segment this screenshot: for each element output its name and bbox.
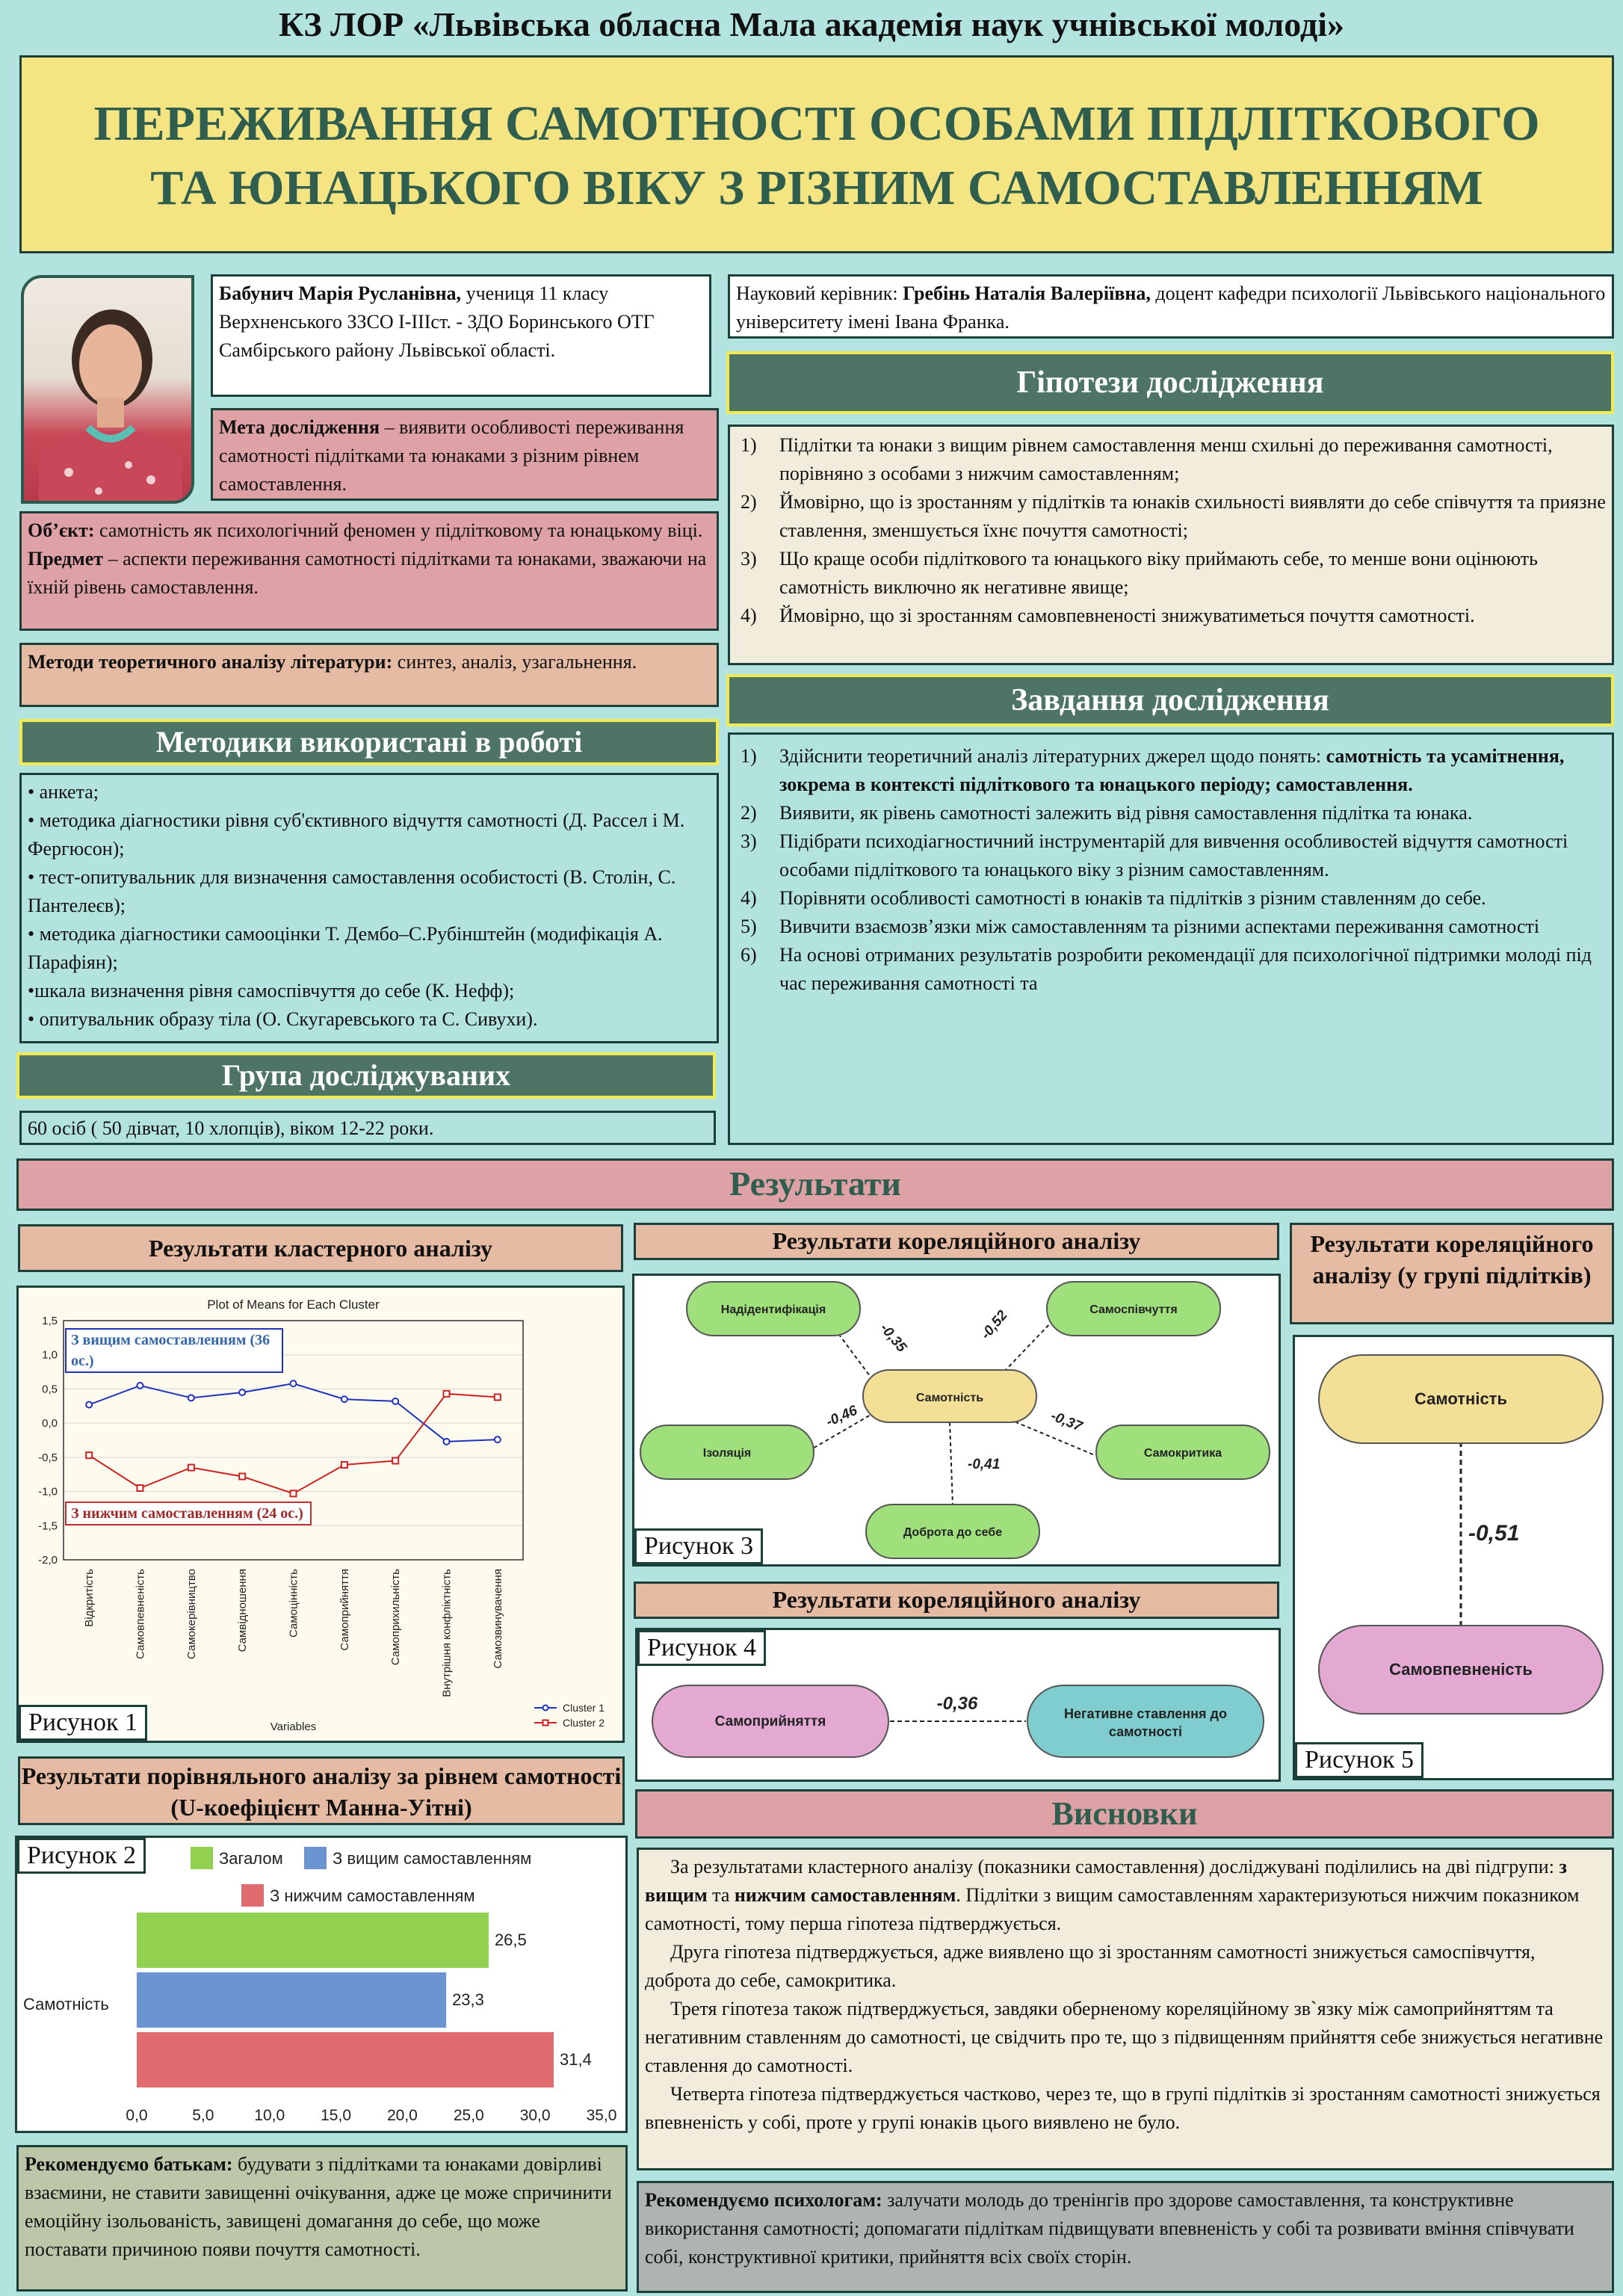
author-photo [21, 275, 194, 504]
x-tick-label: 30,0 [519, 2107, 551, 2124]
y-tick-label: -1,0 [38, 1485, 58, 1499]
corr5-title: Результати кореляційного аналізу (у групі підлітків) [1290, 1223, 1614, 1324]
corr3-node-label: Доброта до себе [903, 1526, 1003, 1539]
x-tick-label: Самоприйняття [338, 1569, 351, 1651]
author-box [211, 274, 711, 397]
data-point [495, 1394, 501, 1400]
corr3-coef: -0,52 [977, 1307, 1011, 1343]
corr4-right-label: Негативне ставлення до [1064, 1706, 1227, 1721]
compare-title: Результати порівняльного аналізу за рівнем самотності (U-коефіцієнт Манна-Уітні) [18, 1756, 625, 1825]
x-tick-label: 35,0 [586, 2107, 617, 2124]
data-point [392, 1457, 398, 1463]
corr3-coef: -0,37 [1048, 1408, 1085, 1435]
legend-label: З вищим самоставленням [333, 1849, 532, 1868]
data-point [86, 1401, 92, 1407]
category-label: Самотність [23, 1995, 109, 2013]
x-tick-label: 0,0 [126, 2107, 148, 2124]
x-axis-label: Variables [270, 1721, 317, 1733]
conclusion-4: Четверта гіпотеза підтверджується частково, через те, що в групі підлітків зі зростанням самотності знижується впевненість у собі, проте у групі юнаків цього виявлено не було. [645, 2083, 1601, 2133]
corr5-top-label: Самотність [1415, 1389, 1507, 1408]
data-point [291, 1490, 297, 1496]
rec-psych-text: залучати молодь до тренінгів про здорове самоставлення, та конструктивне використання самотності; допомагати підліткам підвищувати впевненість у собі та розвивати вміння співчувати собі, конструктивної критики, прийняття всіх своїх сторін. [645, 2189, 1574, 2268]
conclusions-title: Висновки [635, 1789, 1614, 1839]
corr3-node-label: Надідентифікація [720, 1303, 826, 1316]
task-item: 4) Порівняти особливості самотності в юнаків та підлітків з різним ставленням до себе. [741, 887, 1486, 909]
corr5-diagram [1295, 1337, 1612, 1778]
data-point [444, 1439, 450, 1445]
methods-theory-text: синтез, аналіз, узагальнення. [392, 651, 637, 673]
corr5-coef: -0,51 [1468, 1521, 1520, 1546]
cluster-annot-high: З вищим самоставленням (36 ос.) [65, 1328, 283, 1373]
figure-1-label: Рисунок 1 [19, 1705, 147, 1741]
legend-swatch [241, 1884, 264, 1907]
x-tick-label: Самозвинувачення [491, 1569, 504, 1669]
y-tick-label: 1,5 [42, 1315, 58, 1327]
x-tick-label: 25,0 [453, 2107, 484, 2124]
institution-title: КЗ ЛОР «Львівська обласна Мала академія наук учнівської молоді» [278, 5, 1345, 43]
corr3-title: Результати кореляційного аналізу [634, 1223, 1279, 1260]
rec-psych-box [637, 2181, 1614, 2293]
methods-theory-box [19, 643, 719, 707]
x-tick-label: Самоцінність [287, 1569, 300, 1638]
figure-4-label: Рисунок 4 [637, 1630, 766, 1666]
subject-label: Предмет [28, 548, 104, 570]
goal-text: – виявити особливості переживання самотності підлітками та юнаками з різним рівнем самоставлення. [219, 416, 684, 495]
y-tick-label: -0,5 [38, 1451, 58, 1464]
goal-box [211, 408, 719, 501]
methods-title: Методики використані в роботі [19, 719, 719, 765]
methods-theory-label: Методи теоретичного аналізу літератури: [28, 651, 393, 673]
author-details: учениця 11 класу Верхненського ЗЗСО І-ІІІст. - ЗДО Боринського ОТГ Самбірського району Львівської області. [219, 283, 655, 361]
data-point [188, 1395, 194, 1401]
corr3-diagram [634, 1276, 1279, 1564]
data-point [341, 1462, 347, 1468]
y-tick-label: -2,0 [38, 1554, 58, 1567]
task-item: 1) Здійснити теоретичний аналіз літературних джерел щодо понять: самотність та усамітнення, зокрема в контексті підліткового та юнацького періоду; самоставлення. [741, 745, 1565, 795]
object-label: Об’єкт: [28, 519, 95, 541]
cluster-chart-panel [16, 1286, 625, 1743]
bar [137, 1913, 489, 1968]
corr5-bottom-label: Самовпевненість [1389, 1660, 1533, 1679]
x-tick-label: 10,0 [254, 2107, 285, 2124]
hypothesis-item: 1) Підлітки та юнаки з вищим рівнем самоставлення менш схильні до переживання самотності, порівняно з особами з нижчим самоставленням; [741, 434, 1553, 484]
compare-chart [17, 1838, 625, 2131]
figure-2-label: Рисунок 2 [17, 1838, 146, 1874]
legend-marker [543, 1706, 548, 1711]
corr3-panel [632, 1274, 1281, 1567]
bar [137, 1972, 446, 2028]
corr3-node-label: Ізоляція [702, 1447, 752, 1460]
data-point [188, 1465, 194, 1471]
task-item: 6) На основі отриманих результатів розробити рекомендації для психологічної підтримки молоді під час переживання самотності та [741, 944, 1592, 994]
data-point [239, 1389, 245, 1395]
rec-parents-label: Рекомендуємо батькам: [25, 2153, 233, 2175]
x-tick-label: 20,0 [386, 2107, 418, 2124]
corr3-node-label: Самокритика [1143, 1447, 1222, 1460]
legend-label: З нижчим самоставленням [270, 1886, 475, 1905]
methods-item: • методика діагностики рівня суб'єктивного відчуття самотності (Д. Рассел і М. Фергюсон); [28, 809, 685, 860]
poster-title-line1: ПЕРЕЖИВАННЯ САМОТНОСТІ ОСОБАМИ ПІДЛІТКОВОГО [93, 96, 1540, 151]
group-title: Група досліджуваних [16, 1052, 716, 1099]
legend-label: Cluster 2 [563, 1717, 605, 1729]
conclusion-2: Друга гіпотеза підтверджується, адже виявлено що зі зростанням самотності знижується самоспівчуття, доброта до себе, самокритика. [645, 1941, 1536, 1991]
bar [137, 2032, 554, 2087]
supervisor-name: Гребінь Наталія Валеріївна, [903, 283, 1151, 304]
data-label: 31,4 [560, 2050, 592, 2069]
supervisor-box [728, 274, 1614, 339]
supervisor-details: доцент кафедри психології Львівського національного університету імені Івана Франка. [736, 283, 1606, 333]
x-tick-label: Самовпевненість [134, 1569, 147, 1659]
corr4-coef: -0,36 [936, 1694, 978, 1714]
author-name: Бабунич Марія Русланівна, [219, 283, 462, 304]
methods-item: • тест-опитувальник для визначення самоставлення особистості (В. Столін, С. Пантелеєв); [28, 866, 676, 916]
corr3-center-label: Самотність [915, 1392, 984, 1404]
subject-text: – аспекти переживання самотності підлітками та юнаками, зважаючи на їхній рівень самоставлення. [28, 548, 707, 598]
corr3-coef: -0,41 [968, 1457, 1001, 1472]
tasks-list [728, 732, 1614, 1145]
hypotheses-title: Гіпотези дослідження [726, 351, 1614, 414]
methods-item: • методика діагностики самооцінки Т. Дембо–С.Рубінштейн (модифікація А. Парафіян); [28, 923, 663, 973]
data-label: 23,3 [452, 1990, 484, 2009]
y-tick-label: 0,5 [42, 1383, 58, 1396]
x-tick-label: Самвідношення [236, 1569, 250, 1652]
tasks-title: Завдання дослідження [726, 674, 1614, 726]
object-subject-box [19, 511, 719, 631]
corr4-left-label: Самоприйняття [714, 1714, 826, 1729]
data-point [341, 1396, 347, 1402]
data-point [86, 1452, 92, 1458]
supervisor-prefix: Науковий керівник: [736, 283, 903, 304]
data-label: 26,5 [494, 1931, 527, 1949]
chart-title: Plot of Means for Each Cluster [207, 1297, 380, 1312]
series-line [89, 1383, 498, 1442]
legend-swatch [191, 1847, 213, 1869]
data-point [495, 1436, 501, 1442]
legend-label: Cluster 1 [563, 1702, 605, 1714]
task-item: 5) Вивчити взаємозв’язки між самоставленням та різними аспектами переживання самотності [741, 916, 1540, 937]
methods-item: • анкета; [28, 781, 99, 803]
poster-title-box [19, 55, 1614, 253]
x-tick-label: Самокерівництво [185, 1569, 198, 1659]
data-point [239, 1473, 245, 1479]
x-tick-label: Внутрішня конфліктність [440, 1569, 454, 1697]
y-tick-label: -1,5 [38, 1519, 58, 1533]
corr5-panel [1293, 1335, 1614, 1780]
y-tick-label: 1,0 [42, 1348, 58, 1362]
series-line [89, 1394, 498, 1493]
x-tick-label: Відкритість [83, 1569, 96, 1627]
methods-item: •шкала визначення рівня самоспівчуття до себе (К. Нефф); [28, 980, 515, 1002]
poster-title-line2: ТА ЮНАЦЬКОГО ВІКУ З РІЗНИМ САМОСТАВЛЕННЯМ [150, 161, 1483, 215]
legend-marker [543, 1721, 548, 1726]
goal-label: Мета дослідження [219, 416, 380, 438]
conclusion-3: Третя гіпотеза також підтверджується, завдяки оберненому кореляційному зв`язку між самоприйняттям та негативним ставленням до самотності, це свідчить про те, що з підвищенням прийняття себе знижується негативне ставлення до самотності. [645, 1998, 1604, 2076]
methods-item: • опитувальник образу тіла (О. Скугаревського та С. Сивухи). [28, 1008, 538, 1030]
task-item: 2) Виявити, як рівень самотності залежить від рівня самоставлення підлітка та юнака. [741, 802, 1473, 824]
cluster-title: Результати кластерного аналізу [18, 1224, 623, 1272]
rec-parents-text: будувати з підлітками та юнаками довірливі взаємини, не ставити завищенні очікування, адже це може спричинити емоційну ізольованість, завищені домагання до себе, що може поставати причиною появи почуття самотності. [25, 2153, 612, 2260]
legend-label: Загалом [219, 1849, 283, 1868]
corr3-coef: -0,46 [823, 1402, 860, 1431]
corr4-right-label: самотності [1108, 1724, 1183, 1739]
x-tick-label: 15,0 [321, 2107, 352, 2124]
data-point [137, 1383, 143, 1389]
cluster-annot-low: З нижчим самоставленням (24 ос.) [65, 1502, 312, 1525]
hypothesis-item: 4) Ймовірно, що зі зростанням самовпевненості знижуватиметься почуття самотності. [741, 605, 1475, 626]
y-tick-label: 0,0 [42, 1417, 58, 1431]
data-point [444, 1391, 450, 1397]
legend-swatch [304, 1847, 327, 1869]
rec-parents-box [16, 2145, 628, 2292]
compare-chart-panel [15, 1836, 628, 2133]
hypotheses-list [728, 425, 1614, 665]
object-text: самотність як психологічний феномен у підлітковому та юнацькому віці. [94, 519, 703, 541]
x-tick-label: Самоприхильність [389, 1569, 403, 1666]
rec-psych-label: Рекомендуємо психологам: [645, 2189, 882, 2211]
figure-3-label: Рисунок 3 [634, 1528, 763, 1564]
data-point [291, 1380, 297, 1386]
corr4-title: Результати кореляційного аналізу [634, 1581, 1279, 1619]
hypothesis-item: 3) Що краще особи підліткового та юнацького віку приймають себе, то менше вони оцінюють самотність виключно як негативне явище; [741, 548, 1538, 598]
hypothesis-item: 2) Ймовірно, що із зростанням у підлітків та юнаків схильності виявляти до себе співчуття та приязне ставлення, зменшується їхнє почуття самотності; [741, 491, 1606, 541]
data-point [137, 1485, 143, 1491]
data-point [392, 1398, 398, 1404]
conclusions-body: За результатами кластерного аналізу (показники самоставлення) досліджувані поділились на дві підгрупи: з вищим та нижчим самоставленням. Підлітки з вищим самоставленням характеризуються нижчим показником самотності, тому перша гіпотеза підтверджується. Друга гіпотеза підтверджується, адже виявлено що зі зростанням самотності знижується самоспівчуття, доброта до себе, самокритика. Третя гіпотеза також підтверджується, завдяки оберненому кореляційному зв`язку між самоприйняттям та негативним ставленням до самотності, це свідчить про те, що з підвищенням прийняття себе знижується негативне ставлення до самотності. Четверта гіпотеза підтверджується частково, через те, що в групі підлітків зі зростанням самотності знижується впевненість у собі, проте у групі юнаків цього виявлено не було. [637, 1848, 1614, 2170]
corr3-coef: -0,35 [877, 1320, 910, 1356]
corr3-node-label: Самоспівчуття [1089, 1303, 1178, 1316]
methods-list [19, 773, 719, 1043]
results-title: Результати [16, 1158, 1614, 1211]
figure-5-label: Рисунок 5 [1295, 1742, 1423, 1778]
group-text: 60 осіб ( 50 дівчат, 10 хлопців), віком 12-22 роки. [19, 1111, 716, 1145]
x-tick-label: 5,0 [192, 2107, 214, 2124]
task-item: 3) Підібрати психодіагностичний інструментарій для вивчення особливостей відчуття самотності особами підліткового та юнацького віку з різним самоставленням. [741, 830, 1568, 880]
corr4-panel [635, 1628, 1281, 1782]
